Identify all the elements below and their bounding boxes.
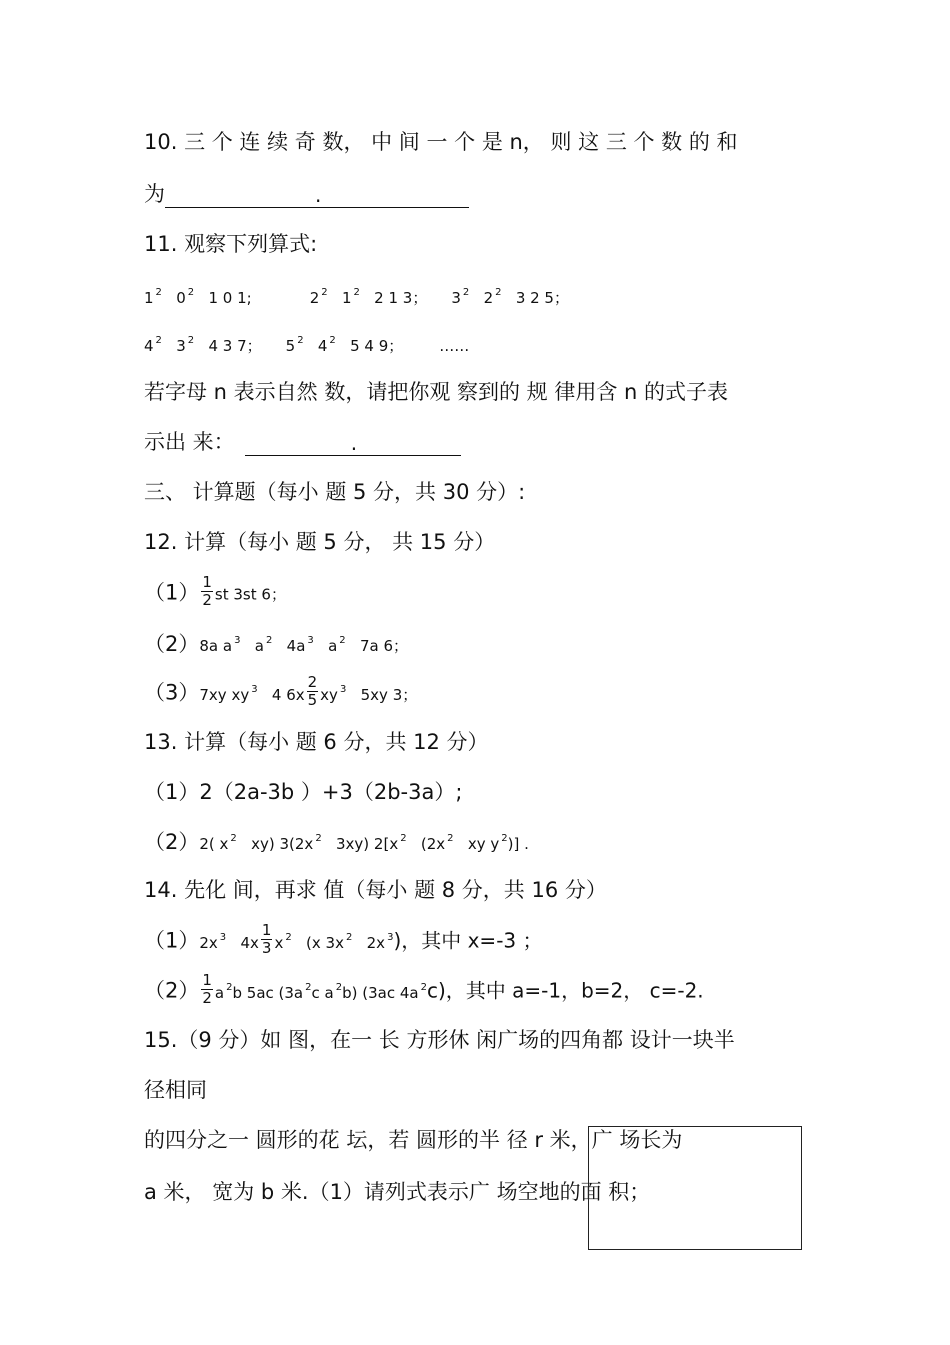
q10-prefix: 为 xyxy=(144,182,165,206)
q13-part1: （1）2（2a-3b ）+3（2b-3a）; xyxy=(144,780,463,804)
section3-title: 三、 计算题（每小 题 5 分，共 30 分）: xyxy=(144,480,526,504)
q15-line1: 15.（9 分）如 图，在一 长 方形休 闲广场的四角都 设计一块半 xyxy=(144,1028,735,1052)
q11-prompt-line1: 若字母 n 表示自然 数，请把你观 察到的 规 律用含 n 的式子表 xyxy=(144,380,729,404)
q15-line3: 的四分之一 圆形的花 坛，若 圆形的半 径 r 米，广 场长为 xyxy=(144,1128,683,1152)
q10-line1: 10. 三 个 连 续 奇 数， 中 间 一 个 是 n， 则 这 三 个 数 的 和 xyxy=(144,130,738,154)
q14-part2: （2） $\frac{1}{2}$ a $^2$b 5ac (3a $^2$c a $^2$b) (3ac 4a $^2$c)，其中 a=-1，b=2， c=-2. xyxy=(144,971,704,1007)
q14-part1: （1）2x $^3$ 4x $\frac{1}{3}$ x $^2$ (x 3x $^2$ 2x $^3$)，其中 x=-3 ； xyxy=(144,921,543,957)
q10-line2 xyxy=(144,180,469,208)
q13-title: 13. 计算（每小 题 6 分，共 12 分） xyxy=(144,730,489,754)
q11-row2 xyxy=(144,332,469,363)
q11-eq-1: 1 $^2$ 0 $^2$ 1 0 1; xyxy=(144,287,252,307)
q11-answer-blank: . xyxy=(245,435,461,456)
q15-line4: a 米， 宽为 b 米.（1）请列式表示广 场空地的面 积； xyxy=(144,1180,651,1204)
q11-ellipsis: …… xyxy=(439,337,470,355)
q12-p3-fraction: $\frac{2}{5}$ xyxy=(307,673,318,709)
q14-p2-fraction: $\frac{1}{2}$ xyxy=(202,971,212,1007)
q12-part2: （2）8a a $^3$ a $^2$ 4a $^3$ a $^2$ 7a 6； xyxy=(144,632,409,656)
q11-prompt-prefix: 示出 来： xyxy=(144,430,235,454)
q12-part1: （1） $\frac{1}{2}$ st 3st 6； xyxy=(144,573,286,609)
q11-eq-5: 5 $^2$ 4 $^2$ 5 4 9； xyxy=(285,335,404,355)
q12-p1-fraction: $\frac{1}{2}$ xyxy=(202,573,212,609)
q11-row1 xyxy=(144,284,569,315)
q12-title: 12. 计算（每小 题 5 分， 共 15 分） xyxy=(144,530,496,554)
q10-answer-blank: . xyxy=(165,187,469,208)
q15-line2: 径相同 xyxy=(144,1078,207,1102)
q11-title: 11. 观察下列算式: xyxy=(144,232,318,256)
q14-p1-fraction: $\frac{1}{3}$ xyxy=(261,921,272,957)
q12-part3: （3）7xy xy $^3$ 4 6x $\frac{2}{5}$ xy $^3$ 5xy 3； xyxy=(144,673,418,709)
q11-prompt-line2 xyxy=(144,428,461,456)
q11-eq-4: 4 $^2$ 3 $^2$ 4 3 7； xyxy=(144,335,262,355)
rectangle-figure xyxy=(588,1126,802,1250)
q14-title: 14. 先化 间，再求 值（每小 题 8 分，共 16 分） xyxy=(144,878,607,902)
q11-eq-3: 3 $^2$ 2 $^2$ 3 2 5； xyxy=(451,287,569,307)
q13-part2: （2）2( x $^2$ xy) 3(2x $^2$ 3xy) 2[x $^2$ (2x $^2$ xy y $^2$)] . xyxy=(144,830,529,854)
q11-eq-2: 2 $^2$ 1 $^2$ 2 1 3； xyxy=(309,287,428,307)
